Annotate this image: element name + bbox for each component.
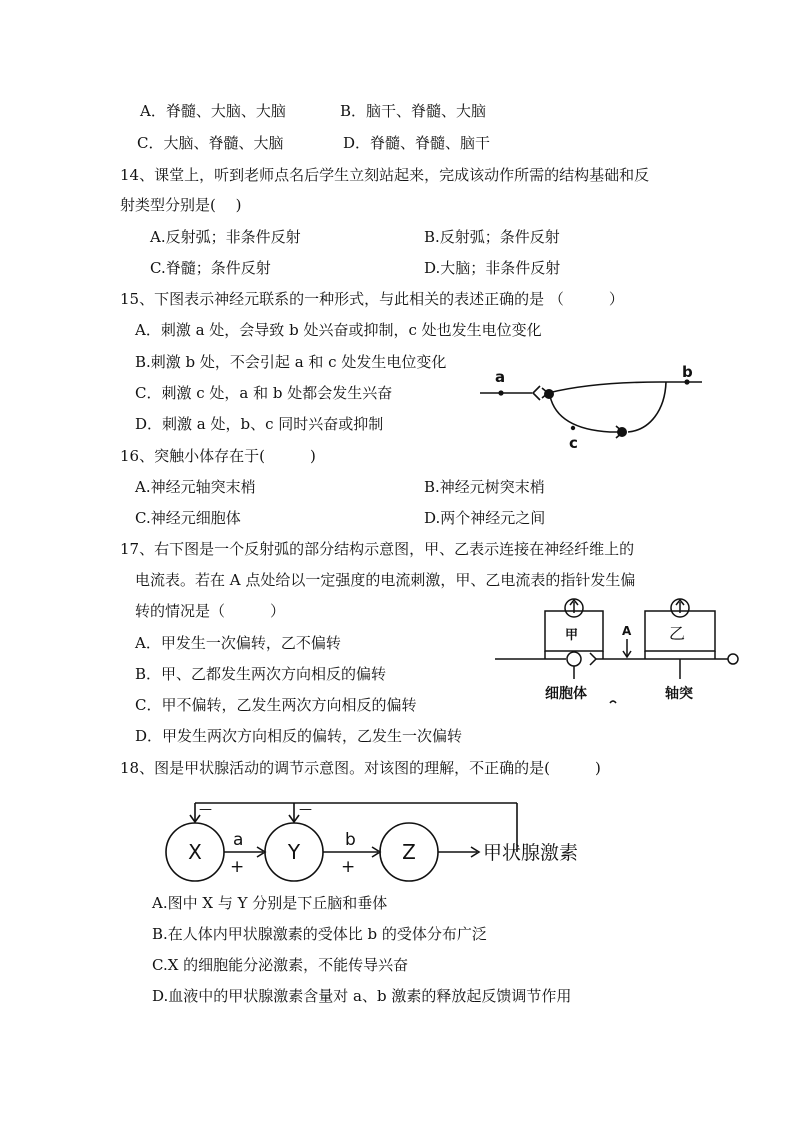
q18-plus-1: + xyxy=(230,857,245,877)
q14-option-a: A.反射弧；非条件反射 xyxy=(150,228,301,246)
q18-option-a: A.图中 X 与 Y 分别是下丘脑和垂体 xyxy=(152,894,388,912)
q15-option-d: D．刺激 a 处，b、c 同时兴奋或抑制 xyxy=(135,415,384,433)
q18-option-c: C.X 的细胞能分泌激素，不能传导兴奋 xyxy=(152,956,409,974)
q16-option-b: B.神经元树突末梢 xyxy=(424,478,545,496)
q18-minus-2: — xyxy=(299,802,312,817)
q17-option-c: C．甲不偏转，乙发生两次方向相反的偏转 xyxy=(135,696,417,714)
q17-option-a: A．甲发生一次偏转，乙不偏转 xyxy=(135,634,341,652)
q17-reflex-arc-diagram xyxy=(490,595,740,710)
q13-option-a: A．脊髓、大脑、大脑 xyxy=(140,102,286,120)
q13-option-d: D．脊髓、脊髓、脑干 xyxy=(343,134,491,152)
q18-option-b: B.在人体内甲状腺激素的受体比 b 的受体分布广泛 xyxy=(152,925,487,943)
q18-arrow-b-label: b xyxy=(345,830,356,850)
q18-thyroid-regulation-diagram xyxy=(155,795,595,895)
q14-stem-line1: 14、课堂上，听到老师点名后学生立刻站起来，完成该动作所需的结构基础和反 xyxy=(120,166,650,184)
q17-option-b: B．甲、乙都发生两次方向相反的偏转 xyxy=(135,665,387,683)
q16-option-a: A.神经元轴突末梢 xyxy=(135,478,256,496)
q15-label-b: b xyxy=(682,363,693,381)
q13-option-c: C．大脑、脊髓、大脑 xyxy=(137,134,284,152)
q18-plus-2: + xyxy=(341,857,356,877)
q17-label-jia: 甲 xyxy=(565,628,579,643)
q15-option-a: A．刺激 a 处，会导致 b 处兴奋或抑制，c 处也发生电位变化 xyxy=(135,321,542,339)
q15-option-b: B.刺激 b 处，不会引起 a 和 c 处发生电位变化 xyxy=(135,353,447,371)
q18-node-x: X xyxy=(188,840,202,864)
q18-arrow-a-label: a xyxy=(233,830,244,850)
q15-label-c: c xyxy=(569,434,578,452)
q16-option-c: C.神经元细胞体 xyxy=(135,509,241,527)
q14-option-b: B.反射弧；条件反射 xyxy=(424,228,560,246)
q16-stem: 16、突触小体存在于( ) xyxy=(120,447,316,465)
q18-node-z: Z xyxy=(402,840,416,864)
q16-option-d: D.两个神经元之间 xyxy=(424,509,546,527)
q13-option-b: B．脑干、脊髓、大脑 xyxy=(340,102,487,120)
q18-node-y: Y xyxy=(287,840,301,864)
q18-stem: 18、图是甲状腺活动的调节示意图。对该图的理解，不正确的是( ) xyxy=(120,759,601,777)
q14-option-d: D.大脑；非条件反射 xyxy=(424,259,561,277)
q18-minus-1: — xyxy=(199,802,212,817)
q14-option-c: C.脊髓；条件反射 xyxy=(150,259,271,277)
q17-label-axon: 轴突 xyxy=(665,686,693,702)
q17-stem-line2: 电流表。若在 A 点处给以一定强度的电流刺激，甲、乙电流表的指针发生偏 xyxy=(135,571,636,589)
q17-stem-line1: 17、右下图是一个反射弧的部分结构示意图，甲、乙表示连接在神经纤维上的 xyxy=(120,540,635,558)
q14-stem-line2: 射类型分别是( ) xyxy=(120,196,242,214)
q17-label-yi: 乙 xyxy=(669,624,686,643)
q15-neuron-diagram xyxy=(470,360,710,460)
q18-hormone-label: 甲状腺激素 xyxy=(483,842,579,864)
q15-option-c: C．刺激 c 处，a 和 b 处都会发生兴奋 xyxy=(135,384,393,402)
q17-option-d: D．甲发生两次方向相反的偏转，乙发生一次偏转 xyxy=(135,727,463,745)
q18-option-d: D.血液中的甲状腺激素含量对 a、b 激素的释放起反馈调节作用 xyxy=(152,987,572,1005)
q17-label-point-a: A xyxy=(622,624,632,638)
q15-label-a: a xyxy=(495,368,506,386)
q17-label-cell-body: 细胞体 xyxy=(545,686,587,702)
q17-stem-line3: 转的情况是（ ） xyxy=(135,602,286,620)
q15-stem: 15、下图表示神经元联系的一种形式，与此相关的表述正确的是 （ ） xyxy=(120,290,624,308)
